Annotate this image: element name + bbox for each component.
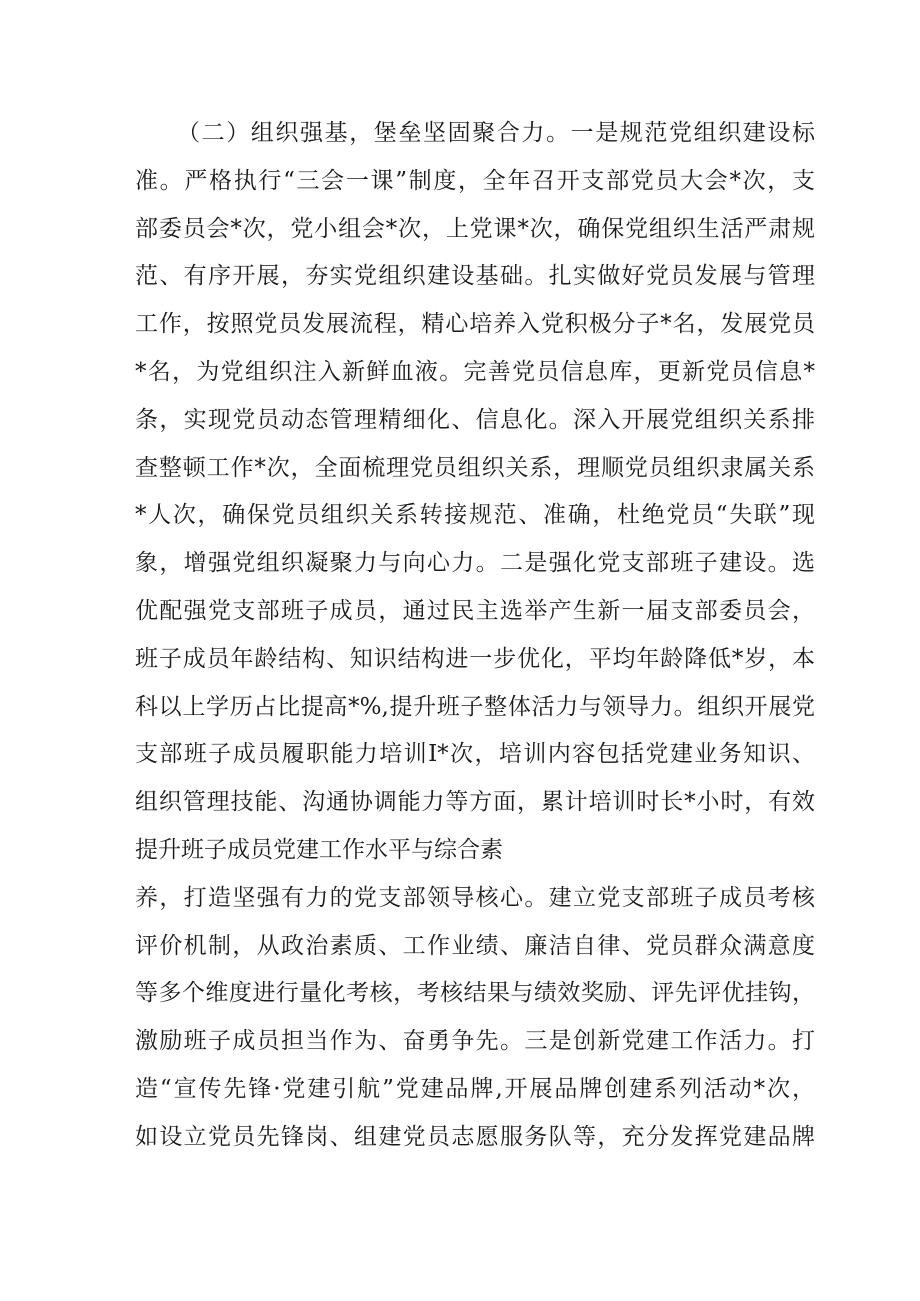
text-line: 如设立党员先锋岗、组建党员志愿服务队等，充分发挥党建品牌 [135,1123,815,1150]
text-line: 象，增强党组织凝聚力与向心力。二是强化党支部班子建设。选 [135,550,815,577]
text-line: *人次，确保党员组织关系转接规范、准确，杜绝党员“失联”现 [135,502,815,529]
text-line: 范、有序开展，夯实党组织建设基础。扎实做好党员发展与管理 [135,263,815,290]
text-line: 支部班子成员履职能力培训I*次，培训内容包括党建业务知识、 [135,741,815,768]
text-line: 评价机制，从政治素质、工作业绩、廉洁自律、党员群众满意度 [135,932,815,959]
text-line: 部委员会*次，党小组会*次，上党课*次，确保党组织生活严肃规 [135,215,815,242]
text-line: 养，打造坚强有力的党支部领导核心。建立党支部班子成员考核 [135,884,815,911]
text-line: 等多个维度进行量化考核，考核结果与绩效奖励、评先评优挂钩， [135,980,815,1007]
text-line: 条，实现党员动态管理精细化、信息化。深入开展党组织关系排 [135,406,815,433]
text-line: 激励班子成员担当作为、奋勇争先。三是创新党建工作活力。打 [135,1028,815,1055]
text-line: 优配强党支部班子成员，通过民主选举产生新一届支部委员会， [135,597,815,624]
text-line: 组织管理技能、沟通协调能力等方面，累计培训时长*小时，有效 [135,789,815,816]
text-line: 造“宣传先锋·党建引航”党建品牌,开展品牌创建系列活动*次， [135,1075,815,1102]
text-line: 科以上学历占比提高*%,提升班子整体活力与领导力。组织开展党 [135,693,815,720]
text-line: 提升班子成员党建工作水平与综合素 [135,836,503,863]
text-line: 准。严格执行“三会一课”制度，全年召开支部党员大会*次，支 [135,167,815,194]
text-line: 查整顿工作*次，全面梳理党员组织关系，理顺党员组织隶属关系 [135,454,815,481]
text-line: （二）组织强基，堡垒坚固聚合力。一是规范党组织建设标 [177,120,815,146]
text-line: *名，为党组织注入新鲜血液。完善党员信息库，更新党员信息* [135,358,815,385]
body-paragraph [135,110,815,1162]
text-line: 工作，按照党员发展流程，精心培养入党积极分子*名，发展党员 [135,311,815,338]
text-line: 班子成员年龄结构、知识结构进一步优化，平均年龄降低*岁，本 [135,645,815,672]
